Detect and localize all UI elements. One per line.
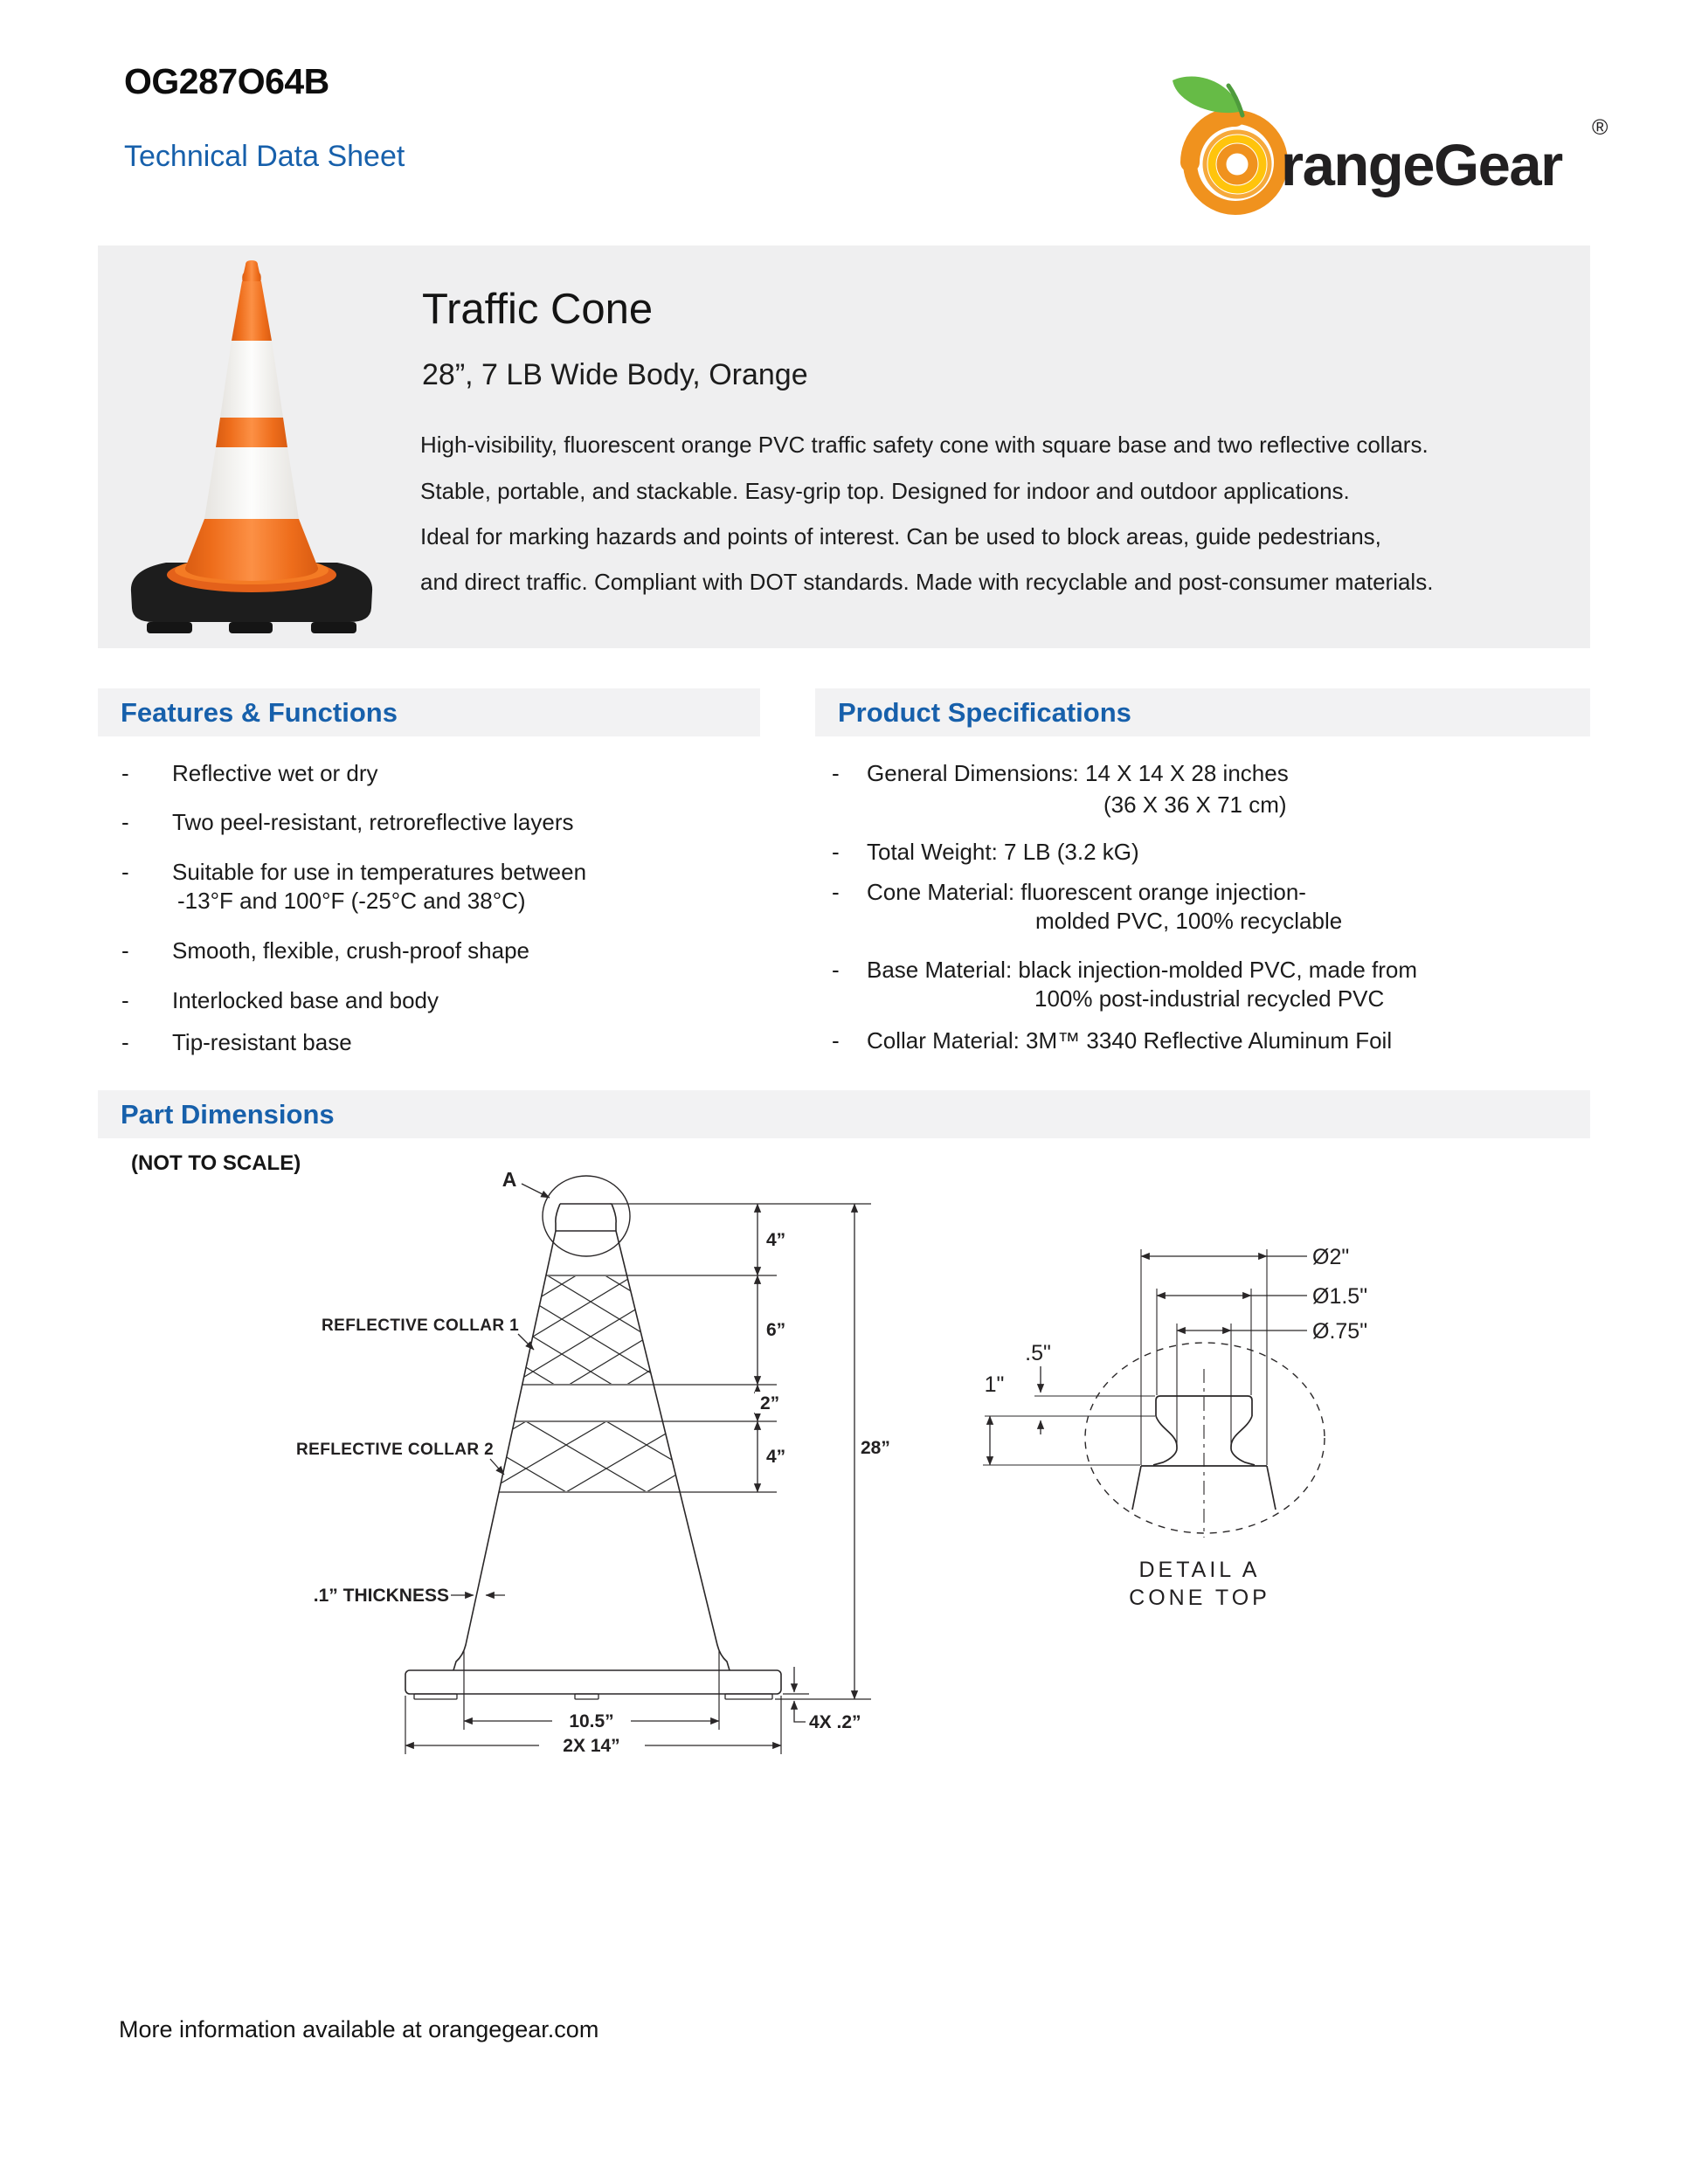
feature-item bbox=[121, 1029, 352, 1056]
collar2-label: REFLECTIVE COLLAR 2 bbox=[296, 1441, 495, 1459]
feature-text: Reflective wet or dry bbox=[172, 760, 378, 786]
detail-ref-label: A bbox=[502, 1168, 517, 1191]
spec-text-line2: molded PVC, 100% recyclable bbox=[1035, 908, 1343, 934]
dimension-drawing-front bbox=[245, 1162, 909, 1773]
doc-type-title: Technical Data Sheet bbox=[124, 140, 405, 173]
dimensions-heading-bar bbox=[98, 1090, 1590, 1138]
leaf-icon bbox=[1173, 76, 1242, 115]
dim-105: 10.5” bbox=[569, 1711, 614, 1731]
specs-heading-bar bbox=[815, 688, 1590, 736]
collar1-label: REFLECTIVE COLLAR 1 bbox=[322, 1317, 520, 1335]
feature-text: Interlocked base and body bbox=[172, 987, 439, 1013]
bullet-dash: - bbox=[121, 1029, 129, 1055]
detail-subtitle: CONE TOP bbox=[1129, 1586, 1270, 1610]
spec-item bbox=[832, 839, 1139, 866]
not-to-scale-note: (NOT TO SCALE) bbox=[131, 1151, 301, 1175]
brand-logo bbox=[1167, 31, 1630, 219]
spec-text: Total Weight: 7 LB (3.2 kG) bbox=[867, 839, 1139, 865]
features-heading-bar bbox=[98, 688, 760, 736]
features-heading: Features & Functions bbox=[121, 697, 398, 728]
dim-4a: 4” bbox=[766, 1230, 786, 1250]
dim-2x14: 2X 14” bbox=[563, 1736, 620, 1756]
spec-text-line2: 100% post-industrial recycled PVC bbox=[1034, 985, 1385, 1012]
product-description-line: High-visibility, fluorescent orange PVC traffic safety cone with square base and two reflective collars. bbox=[420, 432, 1429, 458]
feature-text-line2: -13°F and 100°F (-25°C and 38°C) bbox=[177, 888, 526, 914]
collar-hatching bbox=[499, 1276, 680, 1491]
dim-2: 2” bbox=[760, 1393, 780, 1413]
spec-text: Cone Material: fluorescent orange injection- bbox=[867, 879, 1306, 905]
detail-labels bbox=[985, 1245, 1367, 1610]
spec-text: Base Material: black injection-molded PVC, made from bbox=[867, 957, 1418, 983]
feature-item bbox=[121, 937, 529, 964]
spec-text: General Dimensions: 14 X 14 X 28 inches bbox=[867, 760, 1289, 786]
bullet-dash: - bbox=[121, 859, 129, 885]
detail-outline bbox=[1085, 1343, 1325, 1538]
spec-text: Collar Material: 3M™ 3340 Reflective Aluminum Foil bbox=[867, 1027, 1393, 1054]
dim-28: 28” bbox=[861, 1438, 890, 1458]
feature-item bbox=[121, 987, 439, 1014]
bullet-dash: - bbox=[832, 839, 840, 865]
detail-title: DETAIL A bbox=[1138, 1558, 1261, 1582]
product-description-line: Ideal for marking hazards and points of interest. Can be used to block areas, guide pedestrians, bbox=[420, 523, 1381, 549]
feature-text: Smooth, flexible, crush-proof shape bbox=[172, 937, 529, 964]
dim-6: 6” bbox=[766, 1320, 786, 1340]
feature-item bbox=[121, 760, 378, 787]
dim-feet: 4X .2” bbox=[809, 1712, 861, 1732]
neck1-label: 1" bbox=[984, 1372, 1005, 1397]
dia15-label: Ø1.5" bbox=[1312, 1284, 1368, 1309]
feature-item bbox=[121, 809, 574, 836]
bullet-dash: - bbox=[121, 760, 129, 786]
feature-item bbox=[121, 859, 586, 886]
bullet-dash: - bbox=[121, 987, 129, 1013]
product-title: Traffic Cone bbox=[422, 286, 654, 333]
cone-body bbox=[167, 260, 336, 592]
spec-item bbox=[832, 879, 1306, 906]
bullet-dash: - bbox=[832, 760, 840, 786]
dia075-label: Ø.75" bbox=[1312, 1319, 1368, 1344]
thickness-label: .1” THICKNESS bbox=[313, 1586, 449, 1606]
bullet-dash: - bbox=[121, 937, 129, 964]
dimension-drawing-detail-a bbox=[961, 1223, 1411, 1625]
feature-text: Tip-resistant base bbox=[172, 1029, 352, 1055]
spec-item bbox=[832, 760, 1289, 787]
bullet-dash: - bbox=[121, 809, 129, 835]
feature-text: Two peel-resistant, retroreflective layers bbox=[172, 809, 574, 835]
dimensions-heading: Part Dimensions bbox=[121, 1099, 335, 1130]
cap05-label: .5" bbox=[1025, 1341, 1051, 1365]
dim-4b: 4” bbox=[766, 1447, 786, 1467]
product-description-line: Stable, portable, and stackable. Easy-grip top. Designed for indoor and outdoor applications. bbox=[420, 478, 1350, 504]
product-code: OG287O64B bbox=[124, 61, 329, 101]
footer-note: More information available at orangegear.com bbox=[119, 2016, 599, 2042]
spec-item bbox=[832, 1027, 1392, 1054]
bullet-dash: - bbox=[832, 957, 840, 983]
spec-item bbox=[832, 957, 1417, 984]
specs-heading: Product Specifications bbox=[838, 697, 1131, 728]
brand-text: rangeGear bbox=[1281, 133, 1562, 198]
traffic-cone-photo bbox=[112, 255, 391, 648]
orange-swirl-icon bbox=[1190, 117, 1281, 208]
product-subtitle: 28”, 7 LB Wide Body, Orange bbox=[422, 358, 808, 391]
product-description-line: and direct traffic. Compliant with DOT standards. Made with recyclable and post-consumer materials. bbox=[420, 569, 1434, 595]
dia2-label: Ø2" bbox=[1312, 1245, 1350, 1269]
spec-text-line2: (36 X 36 X 71 cm) bbox=[1103, 791, 1287, 818]
registered-mark: ® bbox=[1592, 115, 1608, 140]
feature-text: Suitable for use in temperatures between bbox=[172, 859, 587, 885]
bullet-dash: - bbox=[832, 879, 840, 905]
bullet-dash: - bbox=[832, 1027, 840, 1054]
